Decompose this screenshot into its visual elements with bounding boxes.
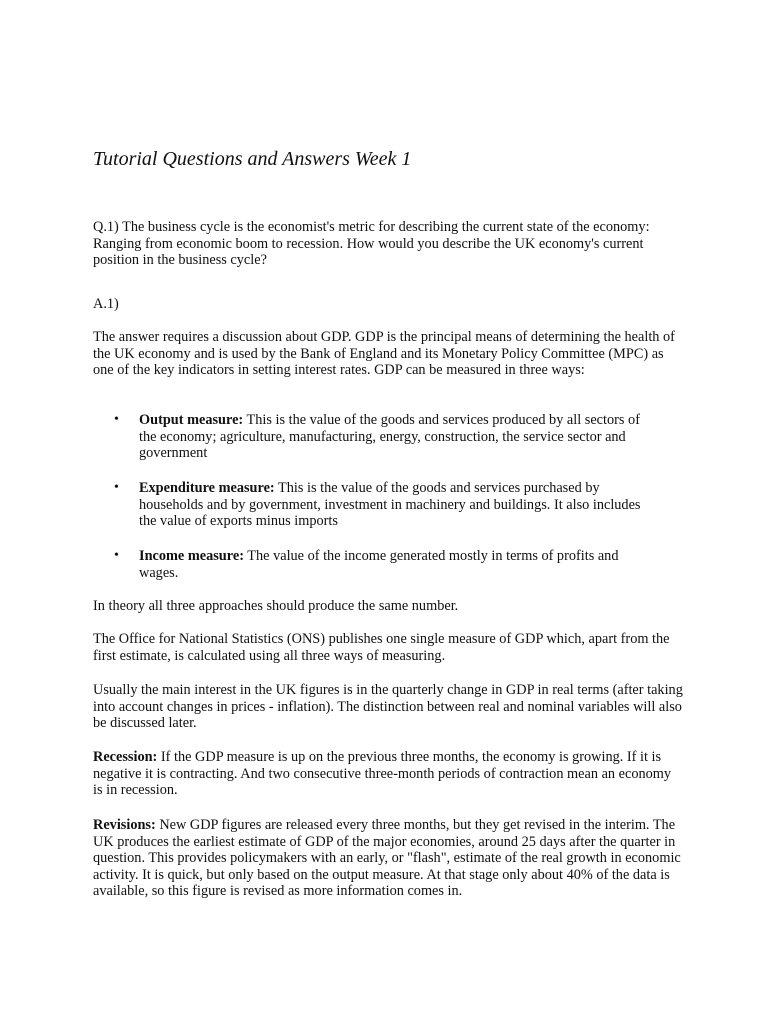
bullet-icon: •: [114, 548, 119, 563]
revisions-paragraph: [93, 817, 683, 900]
bullet-description: This is the value of the goods and services purchased by households and by government, investment in machinery and buildings. It also includes the value of exports minus imports: [139, 480, 641, 530]
recession-description: If the GDP measure is up on the previous three months, the economy is growing. If it is negative it is contracting. And two consecutive three-month periods of contraction mean an economy is in recession.: [93, 749, 672, 799]
revisions-term: Revisions:: [93, 817, 156, 833]
recession-term: Recession:: [93, 749, 158, 765]
recession-paragraph: [93, 749, 683, 799]
bullet-icon: •: [114, 480, 119, 495]
document-title: Tutorial Questions and Answers Week 1: [93, 148, 412, 170]
ons-paragraph: The Office for National Statistics (ONS) publishes one single measure of GDP which, apart from the first estimate, is calculated using all three ways of measuring.: [93, 631, 670, 664]
bullet-term: Expenditure measure:: [139, 480, 275, 496]
intro-paragraph: The answer requires a discussion about GDP. GDP is the principal means of determining the health of the UK economy and is used by the Bank of England and its Monetary Policy Committee (MPC) as one of the key indicators in setting interest rates. GDP can be measured in three ways:: [93, 329, 675, 379]
answer-label: A.1): [93, 296, 119, 312]
bullet-term: Output measure:: [139, 412, 244, 428]
bullet-text: [139, 548, 659, 581]
bullet-description: This is the value of the goods and services produced by all sectors of the economy; agriculture, manufacturing, energy, construction, the service sector and government: [139, 412, 640, 462]
theory-paragraph: In theory all three approaches should produce the same number.: [93, 598, 459, 614]
real-terms-paragraph: Usually the main interest in the UK figures is in the quarterly change in GDP in real terms (after taking into account changes in prices - inflation). The distinction between real and nominal variables will also be discussed later.: [93, 682, 683, 732]
revisions-description: New GDP figures are released every three months, but they get revised in the interim. The UK produces the earliest estimate of GDP of the major economies, around 25 days after the quarter in question. This provides policymakers with an early, or "flash", estimate of the real growth in economic activity. It is quick, but only based on the output measure. At that stage only about 40% of the data is available, so this figure is revised as more information comes in.: [93, 817, 681, 900]
bullet-icon: •: [114, 412, 119, 427]
bullet-term: Income measure:: [139, 548, 244, 564]
bullet-text: [139, 480, 659, 530]
bullet-description: The value of the income generated mostly in terms of profits and wages.: [139, 548, 619, 581]
bullet-text: [139, 412, 659, 462]
question-paragraph: Q.1) The business cycle is the economist's metric for describing the current state of the economy: Ranging from economic boom to recession. How would you describe the UK economy's current position in the business cycle?: [93, 219, 650, 269]
